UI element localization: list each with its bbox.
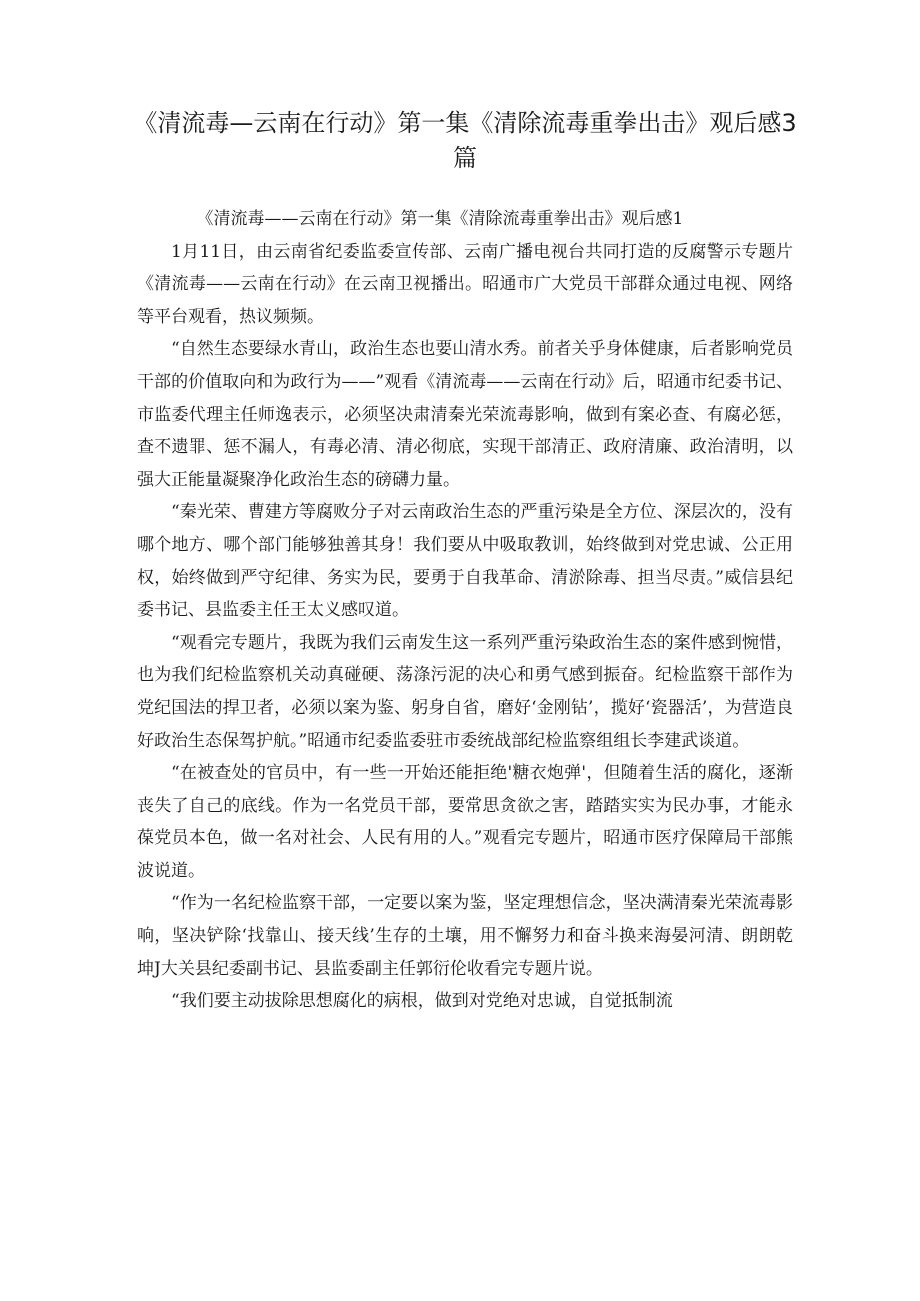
paragraph: 1月11日，由云南省纪委监委宣传部、云南广播电视台共同打造的反腐警示专题片《清流毒——云南在行动》在云南卫视播出。昭通市广大党员干部群众通过电视、网络等平台观看，热议频频。 [137,241,793,327]
document-title: 《清流毒—云南在行动》第一集《清除流毒重拳出击》观后感3篇 [133,109,797,172]
document-body [137,203,793,1018]
paragraph: “在被查处的官员中，有一些一开始还能拒绝'糖衣炮弹'，但随着生活的腐化，逐渐丧失了自己的底线。作为一名党员干部，要常思贪欲之害，踏踏实实为民办事，才能永葆党员本色，做一名对社会、人民有用的人。”观看完专题片，昭通市医疗保障局干部熊波说道。 [137,763,793,881]
paragraph: “秦光荣、曹建方等腐败分子对云南政治生态的严重污染是全方位、深层次的，没有哪个地方、哪个部门能够独善其身！我们要从中吸取教训，始终做到对党忠诚、公正用权，始终做到严守纪律、务实为民，要勇于自我革命、清淤除毒、担当尽责。”威信县纪委书记、县监委主任王太义感叹道。 [137,502,793,621]
paragraph: “我们要主动拔除思想腐化的病根，做到对党绝对忠诚，自觉抵制流 [171,991,673,1012]
article-subheading: 《清流毒——云南在行动》第一集《清除流毒重拳出击》观后感1 [196,209,684,229]
paragraph: “自然生态要绿水青山，政治生态也要山清水秀。前者关乎身体健康，后者影响党员干部的价值取向和为政行为——”观看《清流毒——云南在行动》后，昭通市纪委书记、市监委代理主任师逸表示，必须坚决肃清秦光荣流毒影响，做到有案必查、有腐必惩，查不遗罪、惩不漏人，有毒必清、清必彻底，实现干部清正、政府清廉、政治清明，以强大正能量凝聚净化政治生态的磅礴力量。 [137,339,793,490]
paragraph: “观看完专题片，我既为我们云南发生这一系列严重污染政治生态的案件感到惋惜，也为我们纪检监察机关动真碰硬、荡涤污泥的决心和勇气感到振奋。纪检监察干部作为党纪国法的捍卫者，必须以案为鉴、躬身自省，磨好‘金刚钻’，揽好‘瓷器活’，为营造良好政治生态保驾护航。”昭通市纪委监委驻市委统战部纪检监察组组长李建武谈道。 [137,632,793,751]
paragraph: “作为一名纪检监察干部，一定要以案为鉴，坚定理想信念，坚决满清秦光荣流毒影响，坚决铲除‘找靠山、接天线’生存的土壤，用不懈努力和奋斗换来海晏河清、朗朗乾坤J大关县纪委副书记、县监委副主任郭衍伦收看完专题片说。 [137,893,793,979]
